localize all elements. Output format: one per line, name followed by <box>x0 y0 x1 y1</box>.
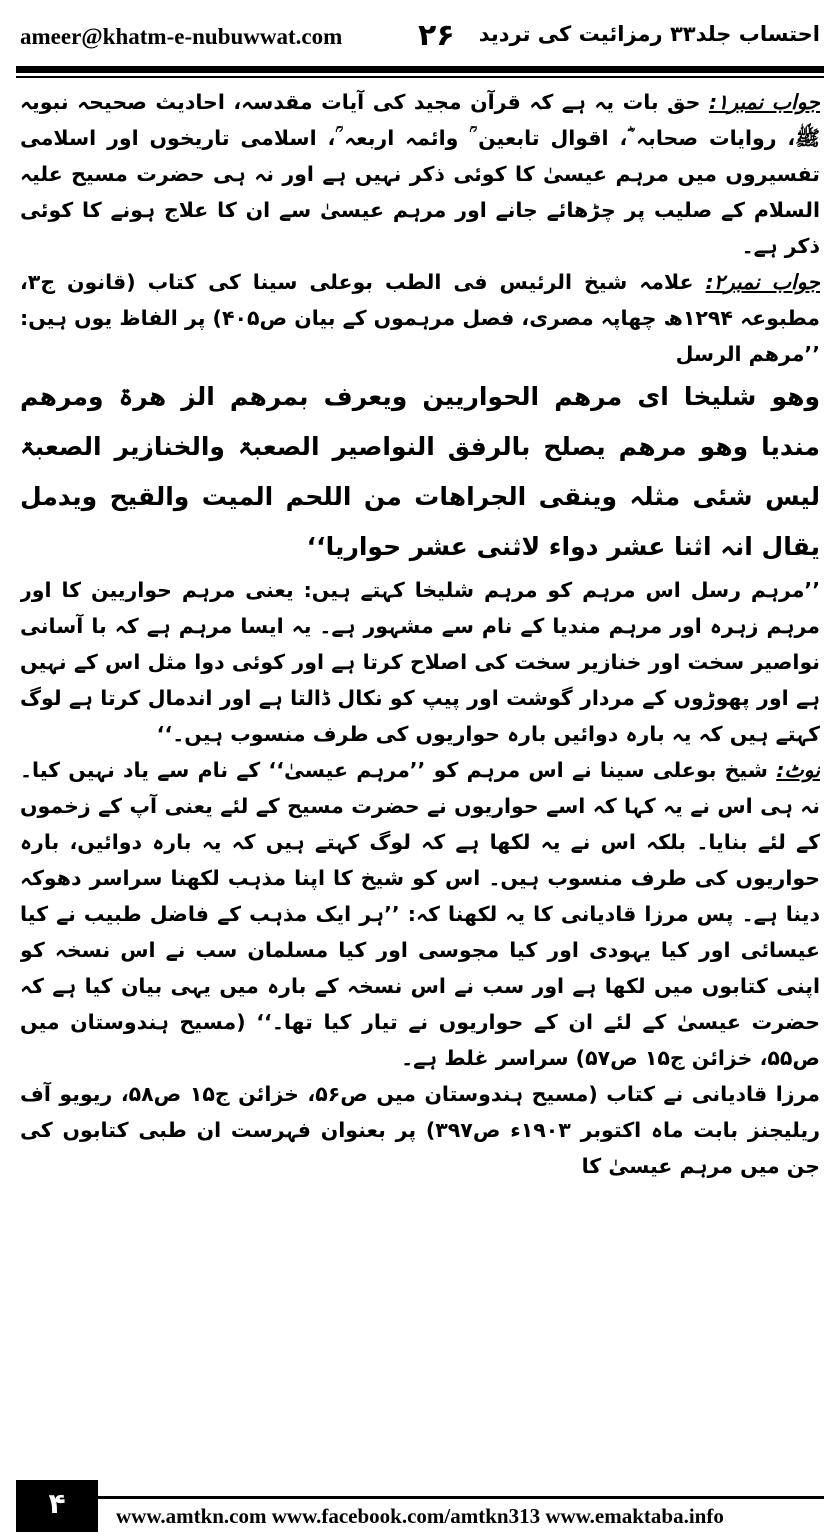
header-title: احتساب جلد۳۳ رمزائیت کی تردید <box>478 22 820 46</box>
page-body <box>20 84 820 1464</box>
answer-1-text: حق بات یہ ہے کہ قرآن مجید کی آیات مقدسہ، احادیث صحیحہ نبویہ ﷺ، روایات صحابہ ؓ، اقوال تابعین ؒ وائمہ اربعہ ؒ، اسلامی تاریخوں اور اسلامی تفسیروں میں مرہم عیسیٰ کا کوئی ذکر نہیں ہے اور نہ ہی حضرت مسیح علیہ السلام کے صلیب پر چڑھائے جانے اور مرہم عیسیٰ سے ان کا علاج ہونے کا کوئی ذکر ہے۔ <box>20 90 820 258</box>
header-rule-thick <box>16 66 824 73</box>
arabic-quote: وھو شلیخا ای مرھم الحواریین ویعرف بمرھم الز ھرۃ ومرھم مندیا وھو مرھم یصلح بالرفق النواصیر الصعبۃ والخنازیر الصعبۃ لیس شئی مثلہ وینقی الجراھات من اللحم المیت والقیح ویدمل یقال انہ اثنا عشر دواء لاثنی عشر حواریا‘‘ <box>20 382 820 561</box>
note-text: شیخ بوعلی سینا نے اس مرہم کو ’’مرہم عیسیٰ‘‘ کے نام سے یاد نہیں کیا۔ نہ ہی اس نے یہ کہا کہ اسے حواریوں نے حضرت مسیح کے لئے یعنی آپ کے زخموں کے لئے بنایا۔ بلکہ اس نے یہ لکھا ہے کہ لوگ کہتے ہیں کہ یہ بارہ دوائیں، بارہ حواریوں کی طرف منسوب ہیں۔ اس کو شیخ کا اپنا مذہب لکھنا سراسر دھوکہ دینا ہے۔ پس مرزا قادیانی کا یہ لکھنا کہ: ’’ہر ایک مذہب کے فاضل طبیب نے کیا عیسائی اور کیا یہودی اور کیا مجوسی اور کیا مسلمان سب نے اس نسخہ کو اپنی کتابوں میں لکھا ہے اور سب نے اس نسخہ کے بارہ میں یہی بیان کیا ہے کہ حضرت عیسیٰ کے لئے ان کے حواریوں نے تیار کیا تھا۔‘‘ (مسیح ہندوستان میں ص۵۵، خزائن ج۱۵ ص۵۷) سراسر غلط ہے۔ <box>20 758 820 1070</box>
note-paragraph <box>20 752 820 1076</box>
urdu-translation: ’’مرہم رسل اس مرہم کو مرہم شلیخا کہتے ہیں: یعنی مرہم حواریین کا اور مرہم زہرہ اور مرہم مندیا کے نام سے مشہور ہے۔ یہ ایسا مرہم ہے کہ با آسانی نواصیر سخت اور خنازیر سخت کی اصلاح کرتا ہے اور کوئی دوا مثل اس کے نہیں ہے اور پھوڑوں کے مردار گوشت اور پیپ کو نکال ڈالتا ہے اور اندمال کرتا ہے لوگ کہتے ہیں کہ یہ بارہ دوائیں بارہ حواریوں کی طرف منسوب ہیں۔‘‘ <box>20 578 820 746</box>
header-page-number: ۲۶ <box>418 18 455 53</box>
note-label: نوٹ: <box>776 758 820 782</box>
last-paragraph: مرزا قادیانی نے کتاب (مسیح ہندوستان میں ص۵۶، خزائن ج۱۵ ص۵۸، ریویو آف ریلیجنز بابت ماہ اکتوبر ۱۹۰۳ء ص۳۹۷) پر بعنوان فہرست ان طبی کتابوں کی جن میں مرہم عیسیٰ کا <box>20 1082 820 1178</box>
answer-2-paragraph <box>20 264 820 372</box>
footer-page-number: ۴ <box>16 1480 98 1532</box>
header-email: ameer@khatm-e-nubuwwat.com <box>20 24 343 49</box>
answer-2-text: علامہ شیخ الرئیس فی الطب بوعلی سینا کی کتاب (قانون ج۳، مطبوعہ ۱۲۹۴ھ چھاپہ مصری، فصل مرہموں کے بیان ص۴۰۵) پر الفاظ یوں ہیں: ’’مرھم الرسل <box>20 270 820 366</box>
page-header <box>16 18 824 58</box>
footer-links: www.amtkn.com www.facebook.com/amtkn313 www.emaktaba.info <box>116 1504 724 1528</box>
answer-2-label: جواب نمبر۲: <box>705 270 820 294</box>
answer-1-paragraph <box>20 84 820 264</box>
footer-rule <box>16 1496 824 1499</box>
header-rule-thin <box>16 76 824 78</box>
answer-1-label: جواب نمبر۱: <box>708 90 820 114</box>
